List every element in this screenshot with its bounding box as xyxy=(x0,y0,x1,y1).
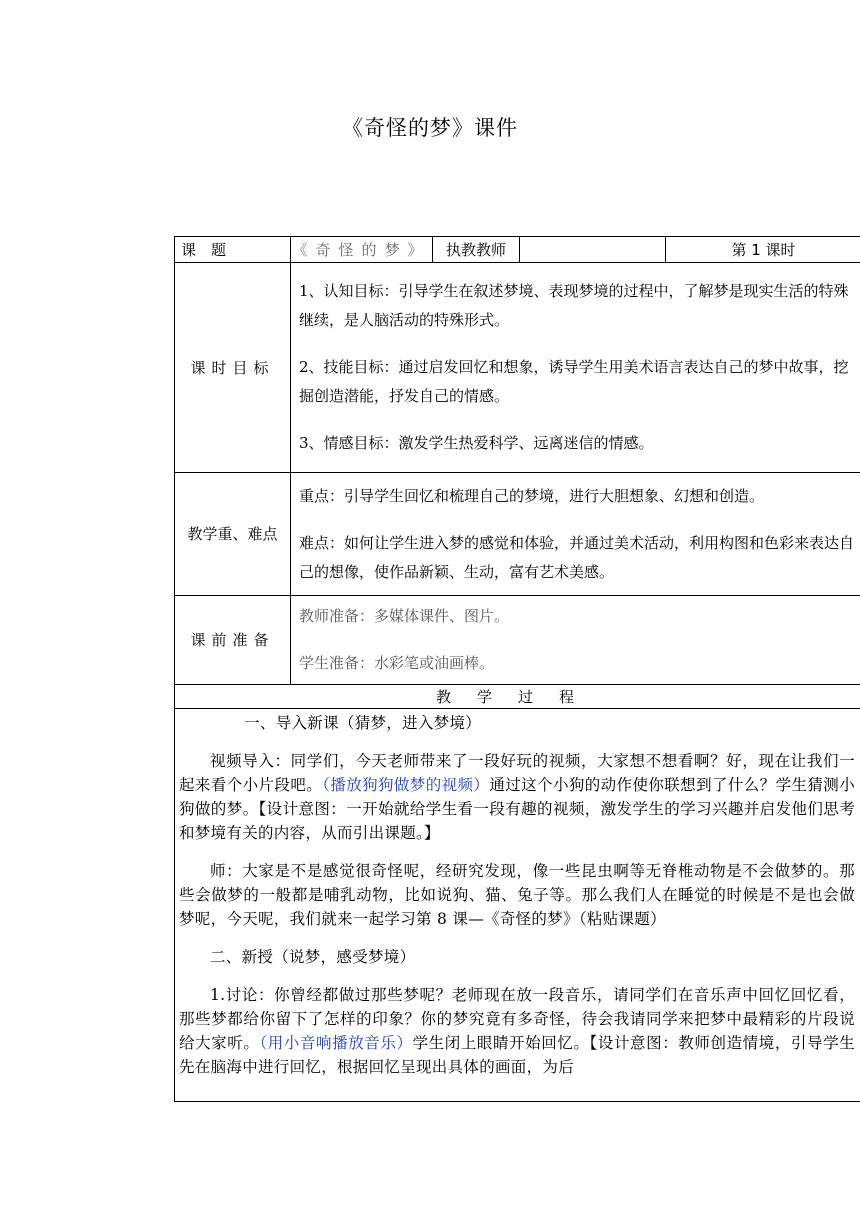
key-points-label: 教学重、难点 xyxy=(175,473,291,596)
process-content xyxy=(175,709,860,1102)
paragraph-highlight: （用小音响播放音乐） xyxy=(259,1034,413,1052)
section-heading-intro: 一、导入新课（猜梦，进入梦境） xyxy=(244,714,482,732)
document-title: 《奇怪的梦》课件 xyxy=(342,116,518,140)
objectives-content xyxy=(291,263,860,473)
header-row xyxy=(175,237,860,263)
objective-item-cognitive: 1、认知目标：引导学生在叙述梦境、表现梦境的过程中，了解梦是现实生活的特殊继续，是人脑活动的特殊形式。 xyxy=(299,282,849,329)
key-points-row xyxy=(175,473,860,596)
process-heading: 教学过程 xyxy=(175,685,860,709)
teacher-label: 执教教师 xyxy=(433,237,520,263)
preparation-label: 课前准备 xyxy=(175,596,291,685)
objective-item-emotion: 3、情感目标：激发学生热爱科学、远离迷信的情感。 xyxy=(299,434,654,452)
teacher-value xyxy=(520,237,666,263)
key-point-difficulty: 难点：如何让学生进入梦的感觉和体验，并通过美术活动，利用构图和色彩来表达自己的想像，使作品新颖、生动，富有艺术美感。 xyxy=(299,533,855,581)
subject-label: 课 题 xyxy=(175,237,291,263)
objectives-label: 课时目标 xyxy=(175,263,291,473)
paragraph-video-intro xyxy=(179,749,855,845)
paragraph-text: 视频导入：同学们，今天老师带来了一段好玩的视频，大家想不想看啊？好，现在让我们一起来看个小片段吧。 xyxy=(179,752,855,794)
paragraph-highlight: （播放狗狗做梦的视频） xyxy=(322,776,490,794)
subject-value: 《奇怪的梦》 xyxy=(291,237,433,263)
paragraph-teacher-explain: 师：大家是不是感觉很奇怪呢，经研究发现，像一些昆虫啊等无脊椎动物是不会做梦的。那些会做梦的一般都是哺乳动物，比如说狗、猫、兔子等。那么我们人在睡觉的时候是不是也会做梦呢，今天呢，我们就来一起学习第 8 课—《奇怪的梦》（粘贴课题） xyxy=(179,862,855,928)
process-heading-row xyxy=(175,685,860,709)
preparation-row xyxy=(175,596,860,685)
paragraph-discussion xyxy=(179,983,855,1079)
paragraph-text: 通过这个小狗的动作使你联想到了什么？学生猜测小狗做的梦。【设计意图：一开始就给学生看一段有趣的视频，激发学生的学习兴趣并启发他们思考和梦境有关的内容，从而引出课题。】 xyxy=(179,776,855,842)
section-heading-new-lesson: 二、新授（说梦，感受梦境） xyxy=(210,948,416,966)
objectives-row xyxy=(175,263,860,473)
student-preparation: 学生准备：水彩笔或油画棒。 xyxy=(299,654,495,672)
period-cell: 第 1 课时 xyxy=(666,237,860,263)
process-body-row xyxy=(175,709,860,1102)
lesson-plan-table xyxy=(174,236,860,1102)
objective-item-skill: 2、技能目标：通过启发回忆和想象，诱导学生用美术语言表达自己的梦中故事，挖掘创造潜能，抒发自己的情感。 xyxy=(299,358,849,405)
paragraph-text: 学生闭上眼睛开始回忆。【设计意图：教师创造情境，引导学生先在脑海中进行回忆，根据回忆呈现出具体的画面，为后 xyxy=(179,1034,855,1076)
paragraph-text: 1.讨论：你曾经都做过那些梦呢？老师现在放一段音乐，请同学们在音乐声中回忆回忆看，那些梦都给你留下了怎样的印象？你的梦究竟有多奇怪，待会我请同学来把梦中最精彩的片段说给大家听。 xyxy=(179,986,855,1052)
preparation-content xyxy=(291,596,860,685)
teacher-preparation: 教师准备：多媒体课件、图片。 xyxy=(299,607,510,625)
key-points-content xyxy=(291,473,860,596)
key-point-focus: 重点：引导学生回忆和梳理自己的梦境，进行大胆想象、幻想和创造。 xyxy=(299,486,765,505)
